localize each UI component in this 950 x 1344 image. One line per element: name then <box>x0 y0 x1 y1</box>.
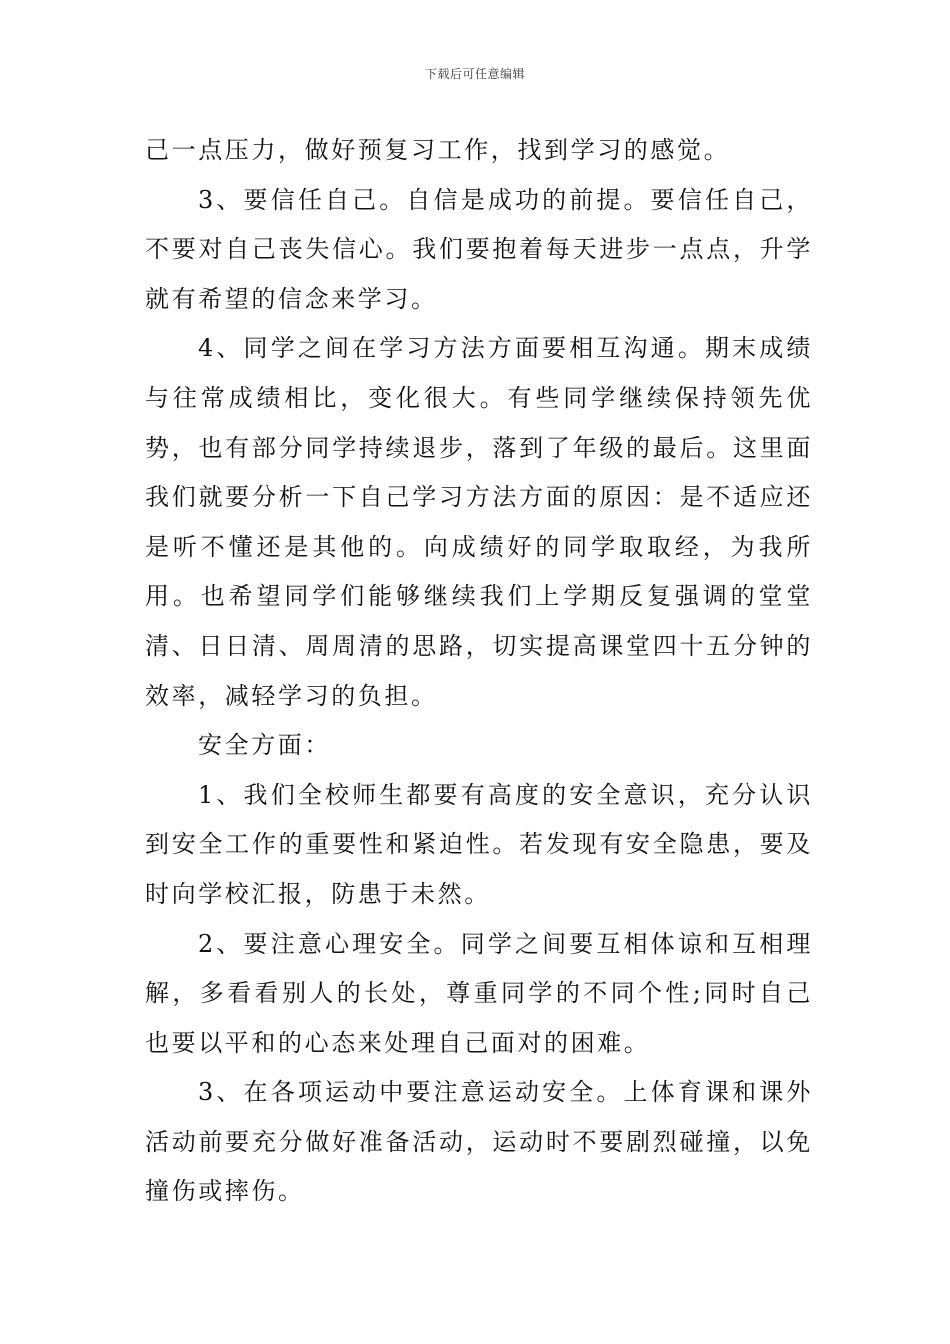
paragraph-safety-item-1: 1、我们全校师生都要有高度的安全意识，充分认识到安全工作的重要性和紧迫性。若发现有安全隐患，要及时向学校汇报，防患于未然。 <box>145 780 813 908</box>
paragraph-continuation: 己一点压力，做好预复习工作，找到学习的感觉。 <box>145 136 731 164</box>
header-note: 下载后可任意编辑 <box>424 67 525 81</box>
paragraph-item-4-study-methods: 4、同学之间在学习方法方面要相互沟通。期末成绩与往常成绩相比，变化很大。有些同学继续保持领先优势，也有部分同学持续退步，落到了年级的最后。这里面我们就要分析一下自己学习方法方面的原因：是不适应还是听不懂还是其他的。向成绩好的同学取取经，为我所用。也希望同学们能够继续我们上学期反复强调的堂堂清、日日清、周周清的思路，切实提高课堂四十五分钟的效率，减轻学习的负担。 <box>145 334 813 710</box>
section-heading-safety: 安全方面： <box>198 731 331 760</box>
paragraph-safety-item-3: 3、在各项运动中要注意运动安全。上体育课和课外活动前要充分做好准备活动，运动时不要剧烈碰撞，以免撞伤或摔伤。 <box>145 1078 813 1206</box>
paragraph-item-3-self-trust: 3、要信任自己。自信是成功的前提。要信任自己，不要对自己丧失信心。我们要抱着每天进步一点点，升学就有希望的信念来学习。 <box>145 185 813 313</box>
document-body <box>145 126 813 1217</box>
paragraph-safety-item-2: 2、要注意心理安全。同学之间要互相体谅和互相理解，多看看别人的长处，尊重同学的不同个性;同时自己也要以平和的心态来处理自己面对的困难。 <box>145 929 813 1057</box>
